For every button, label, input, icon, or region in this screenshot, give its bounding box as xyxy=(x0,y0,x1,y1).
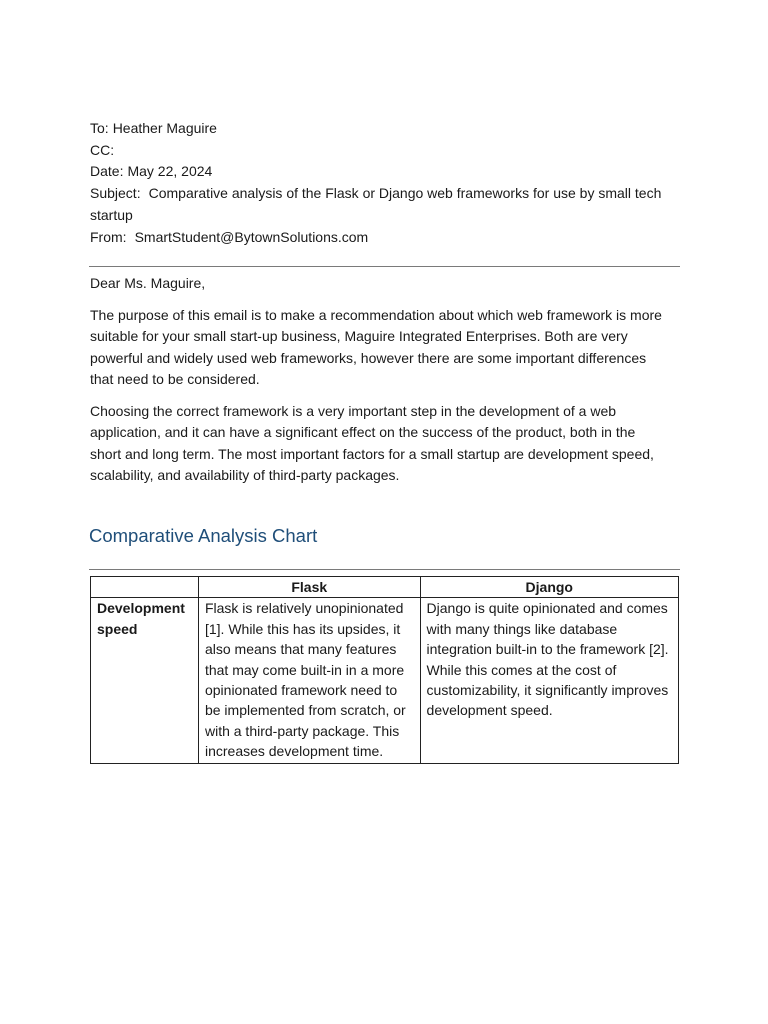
memo-from-line xyxy=(90,227,670,249)
memo-to-value: Heather Maguire xyxy=(112,120,217,136)
section-heading: Comparative Analysis Chart xyxy=(89,525,318,546)
memo-date-label: Date: xyxy=(90,163,124,180)
table-row xyxy=(91,598,679,763)
table-header-flask: Flask xyxy=(198,577,420,598)
memo-header xyxy=(90,118,670,248)
cell-flask-development-speed: Flask is relatively unopinionated [1]. While this has its upsides, it also means that many features that may come built-in in a more opinionated framework need to be implemented from scratch, or with a third-party package. This increases development time. xyxy=(198,598,420,763)
memo-to-line xyxy=(90,118,670,140)
salutation: Dear Ms. Maguire, xyxy=(90,275,206,291)
section-divider xyxy=(89,569,680,570)
table-header-row xyxy=(91,577,679,598)
memo-date-line xyxy=(90,161,670,183)
memo-subject-line xyxy=(90,183,670,226)
comparison-table xyxy=(90,576,679,764)
body-paragraph-2: Choosing the correct framework is a very important step in the development of a web application, and it can have a significant effect on the success of the product, both in the short and long term. The most important factors for a small startup are development speed, scalability, and availability of third-party packages. xyxy=(90,402,654,483)
table-header-empty xyxy=(91,577,199,598)
memo-subject-value: Comparative analysis of the Flask or Django web frameworks for use by small tech startup xyxy=(90,185,662,223)
memo-date-value: May 22, 2024 xyxy=(127,163,213,180)
table-header-django: Django xyxy=(420,577,678,598)
email-body xyxy=(90,273,670,497)
memo-cc-line xyxy=(90,140,670,162)
cell-django-development-speed: Django is quite opinionated and comes with many things like database integration built-in to the framework [2]. While this comes at the cost of customizability, it significantly improves development speed. xyxy=(420,598,678,763)
memo-to-label: To: xyxy=(90,120,109,136)
header-divider xyxy=(89,266,680,267)
row-label-development-speed: Development speed xyxy=(91,598,199,763)
memo-from-value: SmartStudent@BytownSolutions.com xyxy=(134,228,369,245)
memo-from-label: From: xyxy=(90,228,127,245)
body-paragraph-1: The purpose of this email is to make a recommendation about which web framework is more suitable for your small start-up business, Maguire Integrated Enterprises. Both are very powerful and widely used web frameworks, however there are some important differences that need to be considered. xyxy=(90,306,662,387)
memo-cc-label: CC: xyxy=(90,141,115,158)
memo-subject-label: Subject: xyxy=(90,185,141,202)
